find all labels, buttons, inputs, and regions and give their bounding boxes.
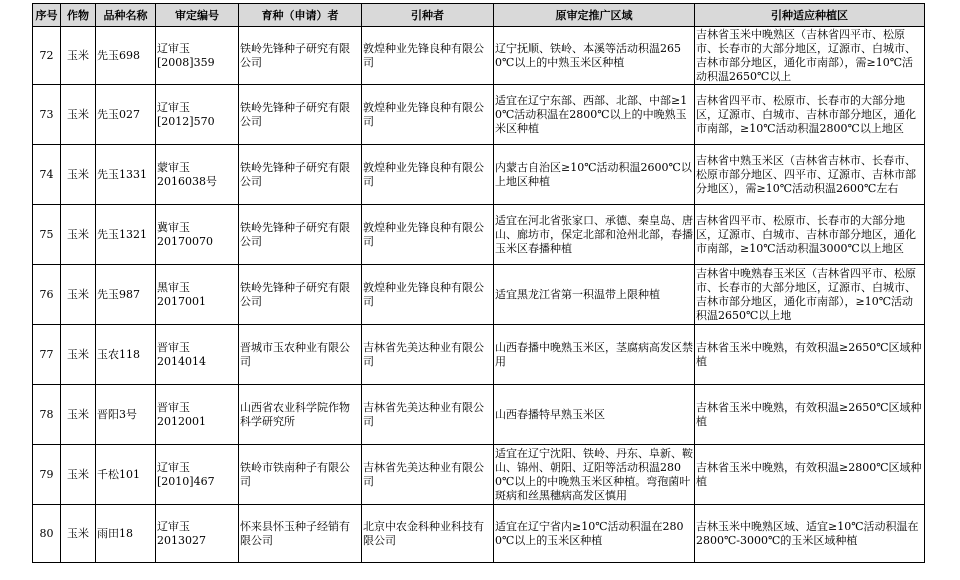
row-introducer: 敦煌种业先锋良种有限公司 [362, 85, 494, 145]
row-crop: 玉米 [61, 325, 96, 385]
row-crop: 玉米 [61, 505, 96, 563]
header-variety: 品种名称 [96, 4, 156, 27]
row-introducer: 吉林省先美达种业有限公司 [362, 445, 494, 505]
row-original-area: 适宜在辽宁东部、西部、北部、中部≥10℃活动积温在2800℃以上的中晚熟玉米区种植 [494, 85, 695, 145]
header-crop: 作物 [61, 4, 96, 27]
row-introducer: 敦煌种业先锋良种有限公司 [362, 265, 494, 325]
row-no: 78 [33, 385, 61, 445]
row-original-area: 辽宁抚顺、铁岭、本溪等活动积温2650℃以上的中熟玉米区种植 [494, 27, 695, 85]
row-variety: 千松101 [96, 445, 156, 505]
row-variety: 晋阳3号 [96, 385, 156, 445]
row-breeder: 铁岭先锋种子研究有限公司 [239, 27, 362, 85]
header-introducer: 引种者 [362, 4, 494, 27]
table-row [33, 205, 925, 265]
row-no: 75 [33, 205, 61, 265]
table-row [33, 385, 925, 445]
row-introducer: 吉林省先美达种业有限公司 [362, 385, 494, 445]
row-variety: 雨田18 [96, 505, 156, 563]
row-crop: 玉米 [61, 445, 96, 505]
row-adapted-area: 吉林省玉米中晚熟区（吉林省四平市、松原市、长春市的大部分地区，辽源市、白城市、吉林市部分地区，通化市南部），需≥10℃活动积温2650℃以上 [695, 27, 925, 85]
row-original-area: 适宜在河北省张家口、承德、秦皇岛、唐山、廊坊市，保定北部和沧州北部，春播玉米区春播种植 [494, 205, 695, 265]
variety-table [32, 3, 925, 563]
row-variety: 先玉987 [96, 265, 156, 325]
row-original-area: 适宜黑龙江省第一积温带上限种植 [494, 265, 695, 325]
table-row [33, 325, 925, 385]
row-no: 76 [33, 265, 61, 325]
row-no: 79 [33, 445, 61, 505]
table-row [33, 505, 925, 563]
row-introducer: 敦煌种业先锋良种有限公司 [362, 205, 494, 265]
header-original-area: 原审定推广区域 [494, 4, 695, 27]
row-variety: 先玉698 [96, 27, 156, 85]
row-no: 80 [33, 505, 61, 563]
row-introducer: 北京中农金科种业科技有限公司 [362, 505, 494, 563]
row-approval: 蒙审玉2016038号 [156, 145, 239, 205]
row-crop: 玉米 [61, 85, 96, 145]
row-no: 77 [33, 325, 61, 385]
row-crop: 玉米 [61, 145, 96, 205]
row-approval: 辽审玉[2010]467 [156, 445, 239, 505]
row-variety: 先玉1331 [96, 145, 156, 205]
table-row [33, 145, 925, 205]
table-row [33, 445, 925, 505]
row-adapted-area: 吉林省玉米中晚熟，有效积温≥2650℃区域种植 [695, 325, 925, 385]
row-approval: 辽审玉2013027 [156, 505, 239, 563]
row-variety: 玉农118 [96, 325, 156, 385]
row-crop: 玉米 [61, 205, 96, 265]
row-breeder: 铁岭先锋种子研究有限公司 [239, 85, 362, 145]
row-approval: 辽审玉[2012]570 [156, 85, 239, 145]
row-original-area: 山西春播特早熟玉米区 [494, 385, 695, 445]
header-row [33, 4, 925, 27]
row-variety: 先玉027 [96, 85, 156, 145]
row-adapted-area: 吉林省中晚熟春玉米区（吉林省四平市、松原市、长春市的大部分地区，辽源市、白城市、吉林市部分地区，通化市南部），≥10℃活动积温2650℃以上地 [695, 265, 925, 325]
row-breeder: 铁岭先锋种子研究有限公司 [239, 205, 362, 265]
row-adapted-area: 吉林省四平市、松原市、长春市的大部分地区，辽源市、白城市、吉林市部分地区，通化市南部，≥10℃活动积温3000℃以上地区 [695, 205, 925, 265]
row-crop: 玉米 [61, 27, 96, 85]
row-no: 72 [33, 27, 61, 85]
table-row [33, 265, 925, 325]
row-adapted-area: 吉林玉米中晚熟区域、适宜≥10℃活动积温在2800℃-3000℃的玉米区域种植 [695, 505, 925, 563]
row-crop: 玉米 [61, 385, 96, 445]
row-approval: 晋审玉2012001 [156, 385, 239, 445]
row-original-area: 内蒙古自治区≥10℃活动积温2600℃以上地区种植 [494, 145, 695, 205]
row-adapted-area: 吉林省四平市、松原市、长春市的大部分地区，辽源市、白城市、吉林市部分地区，通化市南部，≥10℃活动积温2800℃以上地区 [695, 85, 925, 145]
row-breeder: 怀来县怀玉种子经销有限公司 [239, 505, 362, 563]
row-original-area: 适宜在辽宁省内≥10℃活动积温在2800℃以上的玉米区种植 [494, 505, 695, 563]
row-approval: 辽审玉[2008]359 [156, 27, 239, 85]
table-row [33, 85, 925, 145]
row-original-area: 山西春播中晚熟玉米区，茎腐病高发区禁用 [494, 325, 695, 385]
header-breeder: 育种（申请）者 [239, 4, 362, 27]
row-approval: 冀审玉20170070 [156, 205, 239, 265]
row-adapted-area: 吉林省玉米中晚熟，有效积温≥2800℃区域种植 [695, 445, 925, 505]
row-variety: 先玉1321 [96, 205, 156, 265]
row-breeder: 铁岭先锋种子研究有限公司 [239, 265, 362, 325]
row-breeder: 山西省农业科学院作物科学研究所 [239, 385, 362, 445]
row-breeder: 晋城市玉农种业有限公司 [239, 325, 362, 385]
row-original-area: 适宜在辽宁沈阳、铁岭、丹东、阜新、鞍山、锦州、朝阳、辽阳等活动积温2800℃以上的中晚熟玉米区种植。弯孢菌叶斑病和丝黑穗病高发区慎用 [494, 445, 695, 505]
header-no: 序号 [33, 4, 61, 27]
header-approval: 审定编号 [156, 4, 239, 27]
row-approval: 黑审玉2017001 [156, 265, 239, 325]
row-no: 74 [33, 145, 61, 205]
row-crop: 玉米 [61, 265, 96, 325]
row-breeder: 铁岭市铁南种子有限公司 [239, 445, 362, 505]
row-approval: 晋审玉2014014 [156, 325, 239, 385]
row-introducer: 吉林省先美达种业有限公司 [362, 325, 494, 385]
row-breeder: 铁岭先锋种子研究有限公司 [239, 145, 362, 205]
row-introducer: 敦煌种业先锋良种有限公司 [362, 145, 494, 205]
header-adapted-area: 引种适应种植区 [695, 4, 925, 27]
row-no: 73 [33, 85, 61, 145]
row-introducer: 敦煌种业先锋良种有限公司 [362, 27, 494, 85]
row-adapted-area: 吉林省玉米中晚熟，有效积温≥2650℃区域种植 [695, 385, 925, 445]
row-adapted-area: 吉林省中熟玉米区（吉林省吉林市、长春市、松原市部分地区、四平市、辽源市、吉林市部分地区），需≥10℃活动积温2600℃左右 [695, 145, 925, 205]
table-row [33, 27, 925, 85]
